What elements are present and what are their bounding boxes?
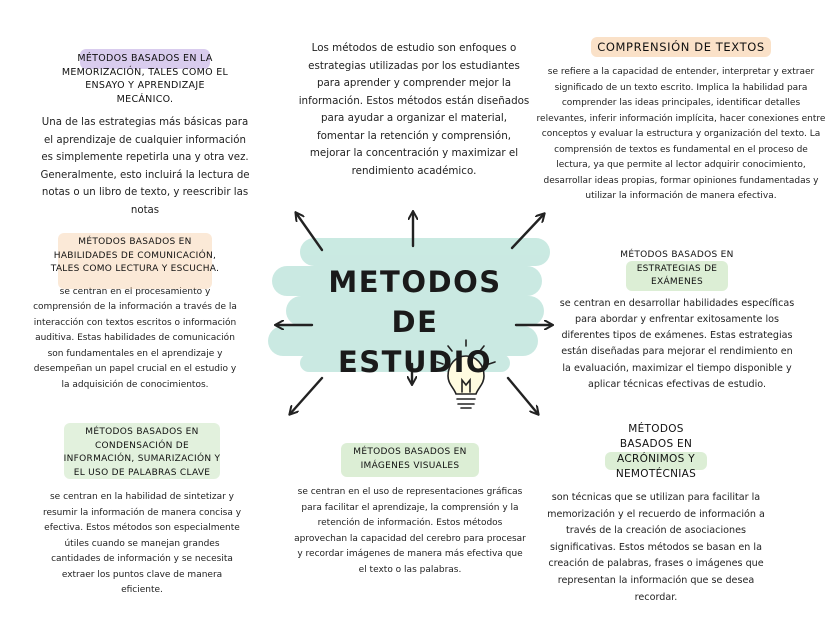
section-memorizacion xyxy=(40,52,250,220)
section-acronimos xyxy=(540,422,772,606)
memorizacion-title: MÉTODOS BASADOS EN LA MEMORIZACIÓN, TALES COMO EL ENSAYO Y APRENDIZAJE MECÁNICO. xyxy=(61,53,229,105)
section-imagenes xyxy=(292,446,528,578)
condensacion-text: se centran en la habilidad de sintetizar y resumir la información de manera concisa y efectiva. Estos métodos son especialmente útiles cuando se manejan grandes cantidades de información y se necesita extraer los puntos clave de manera eficiente. xyxy=(42,492,242,595)
section-comunicacion xyxy=(30,236,240,393)
center-title-line-1: METODOS DE xyxy=(328,265,502,339)
acronimos-title-wrap xyxy=(601,422,711,482)
acronimos-title: MÉTODOS BASADOS EN ACRÓNIMOS Y NEMOTÉCNIAS xyxy=(615,423,697,480)
intro-text: Los métodos de estudio son enfoques o estrategias utilizadas por los estudiantes para aprender y comprender mejor la información. Estos métodos están diseñados para ayudar a organizar el material, fomentar la retención y comprensión, mejorar la concentración y maximizar el rendimiento académico. xyxy=(298,42,530,177)
comunicacion-text: se centran en el procesamiento y comprensión de la información a través de la interacción con textos escritos o información auditiva. Estas habilidades de comunicación son fundamentales en el aprendizaje y desempeñan un papel crucial en el estudio y la adquisición de conocimientos. xyxy=(33,286,237,390)
comprension-text: se refiere a la capacidad de entender, interpretar y extraer significado de un texto escrito. Implica la habilidad para comprender las ideas principales, identificar detalles relevantes, inferir información implícita, hacer conexiones entre conceptos y evaluar la estructura y organización del texto. La comprensión de textos es fundamental en el proceso de lectura, ya que permite al lector adquirir conocimiento, desarrollar ideas propias, formar opiniones fundamentadas y utilizar la información de manera efectiva. xyxy=(536,67,826,201)
arrow-down-left xyxy=(290,378,322,414)
examenes-text: se centran en desarrollar habilidades específicas para abordar y enfrentar exitosamente los diferentes tipos de exámenes. Estas estrategias están diseñadas para mejorar el rendimiento en la evaluación, maximizar el tiempo disponible y aplicar técnicas efectivas de estudio. xyxy=(559,297,795,390)
comprension-title-wrap xyxy=(597,41,765,55)
examenes-title: MÉTODOS BASADOS EN ESTRATEGIAS DE EXÁMENES xyxy=(620,250,734,287)
condensacion-title-wrap xyxy=(58,426,226,480)
imagenes-title-wrap xyxy=(345,446,475,473)
center-title xyxy=(300,262,530,382)
examenes-title-wrap xyxy=(612,249,742,290)
section-condensacion xyxy=(42,426,242,599)
arrow-down-right xyxy=(508,378,538,414)
memorizacion-title-wrap xyxy=(60,52,230,106)
intro-block xyxy=(296,40,532,180)
imagenes-title: MÉTODOS BASADOS EN IMÁGENES VISUALES xyxy=(353,447,467,471)
comunicacion-title: MÉTODOS BASADOS EN HABILIDADES DE COMUNICACIÓN, TALES COMO LECTURA Y ESCUCHA. xyxy=(50,237,220,274)
section-examenes xyxy=(556,249,798,393)
acronimos-text: son técnicas que se utilizan para facilitar la memorización y el recuerdo de información a través de la creación de asociaciones significativas. Estos métodos se basan en la creación de palabras, frases o imágenes que representan la información que se desea recordar. xyxy=(547,492,765,603)
comunicacion-title-wrap xyxy=(50,236,220,277)
imagenes-text: se centran en el uso de representaciones gráficas para facilitar el aprendizaje, la comprensión y la retención de información. Estos métodos aprovechan la capacidad del cerebro para procesar y recordar imágenes de manera más efectiva que el texto o las palabras. xyxy=(294,487,526,575)
condensacion-title: MÉTODOS BASADOS EN CONDENSACIÓN DE INFORMACIÓN, SUMARIZACIÓN Y EL USO DE PALABRAS CLAVE xyxy=(63,427,221,478)
comprension-title: COMPRENSIÓN DE TEXTOS xyxy=(597,40,765,54)
center-title-line-2: ESTUDIO xyxy=(337,345,493,379)
section-comprension xyxy=(536,36,826,205)
memorizacion-text: Una de las estrategias más básicas para el aprendizaje de cualquier información es simplemente repetirla una y otra vez. Generalmente, esto incluirá la lectura de notas o un libro de texto, y reescribir las notas xyxy=(40,117,250,216)
